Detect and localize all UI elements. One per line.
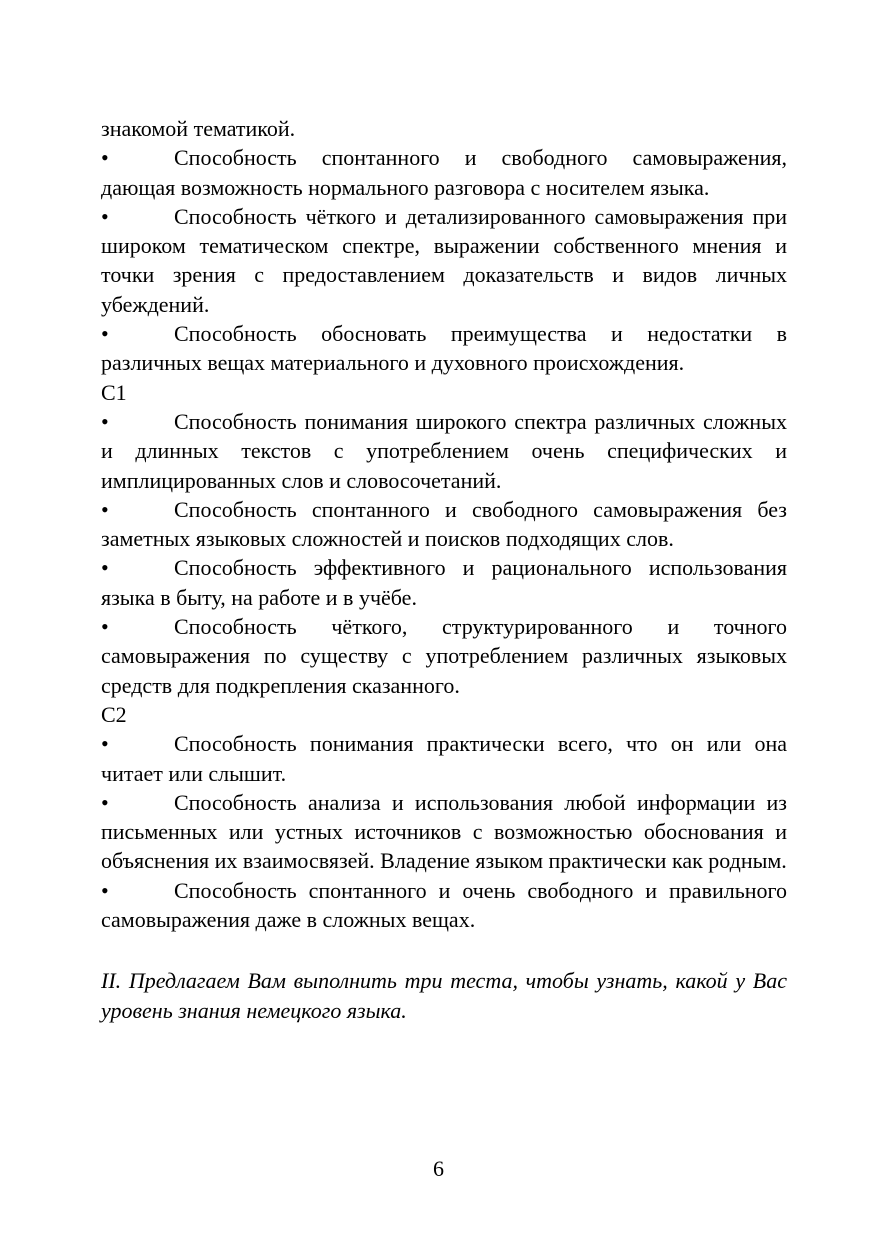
- bullet: •: [101, 555, 109, 581]
- list-item: [101, 553, 787, 612]
- task-instruction: II. Предлагаем Вам выполнить три теста, чтобы узнать, какой у Вас уровень знания немецкого языка.: [101, 968, 787, 1023]
- bullet: •: [101, 614, 109, 640]
- list-item-text: Способность понимания широкого спектра различных сложных и длинных текстов с употреблением очень специфических и имплицированных слов и словосочетаний.: [101, 408, 787, 493]
- list-item: [101, 202, 787, 319]
- list-item: [101, 495, 787, 554]
- page-content: [101, 114, 787, 1025]
- list-item: [101, 729, 787, 788]
- continuation-text: знакомой тематикой.: [101, 116, 296, 141]
- bullet: •: [101, 877, 109, 903]
- list-item: [101, 407, 787, 495]
- list-item-text: Способность эффективного и рационального использования языка в быту, на работе и в учёбе.: [101, 555, 787, 610]
- list-item: [101, 143, 787, 202]
- list-item-text: Способность спонтанного и свободного самовыражения, дающая возможность нормального разговора с носителем языка.: [101, 145, 787, 200]
- level-heading-c1: C1: [101, 379, 127, 405]
- level-heading-c2: C2: [101, 701, 127, 727]
- list-item-text: Способность анализа и использования любой информации из письменных или устных источников с возможностью обоснования и объяснения их взаимосвязей. Владение языком практически как родным.: [101, 789, 787, 874]
- list-item-text: Способность чёткого, структурированного и точного самовыражения по существу с употреблением различных языковых средств для подкрепления сказанного.: [101, 614, 787, 698]
- list-item-text: Способность спонтанного и свободного самовыражения без заметных языковых сложностей и поисков подходящих слов.: [101, 496, 787, 552]
- list-item-text: Способность понимания практически всего, что он или она читает или слышит.: [101, 731, 787, 786]
- bullet: •: [101, 321, 109, 347]
- list-item-text: Способность чёткого и детализированного самовыражения при широком тематическом спектре, выражении собственного мнения и точки зрения с предоставлением доказательств и видов личных убеждений.: [101, 203, 787, 317]
- list-item-text: Способность обосновать преимущества и недостатки в различных вещах материального и духовного происхождения.: [101, 321, 787, 376]
- list-item: [101, 612, 787, 700]
- bullet: •: [101, 145, 109, 171]
- list-item: [101, 319, 787, 378]
- list-item-text: Способность спонтанного и очень свободного и правильного самовыражения даже в сложных вещах.: [101, 877, 787, 933]
- bullet: •: [101, 203, 109, 229]
- page-number: 6: [433, 1156, 444, 1181]
- list-item: [101, 876, 787, 935]
- bullet: •: [101, 496, 109, 522]
- list-item: [101, 788, 787, 876]
- bullet: •: [101, 789, 109, 815]
- bullet: •: [101, 731, 109, 757]
- bullet: •: [101, 408, 109, 434]
